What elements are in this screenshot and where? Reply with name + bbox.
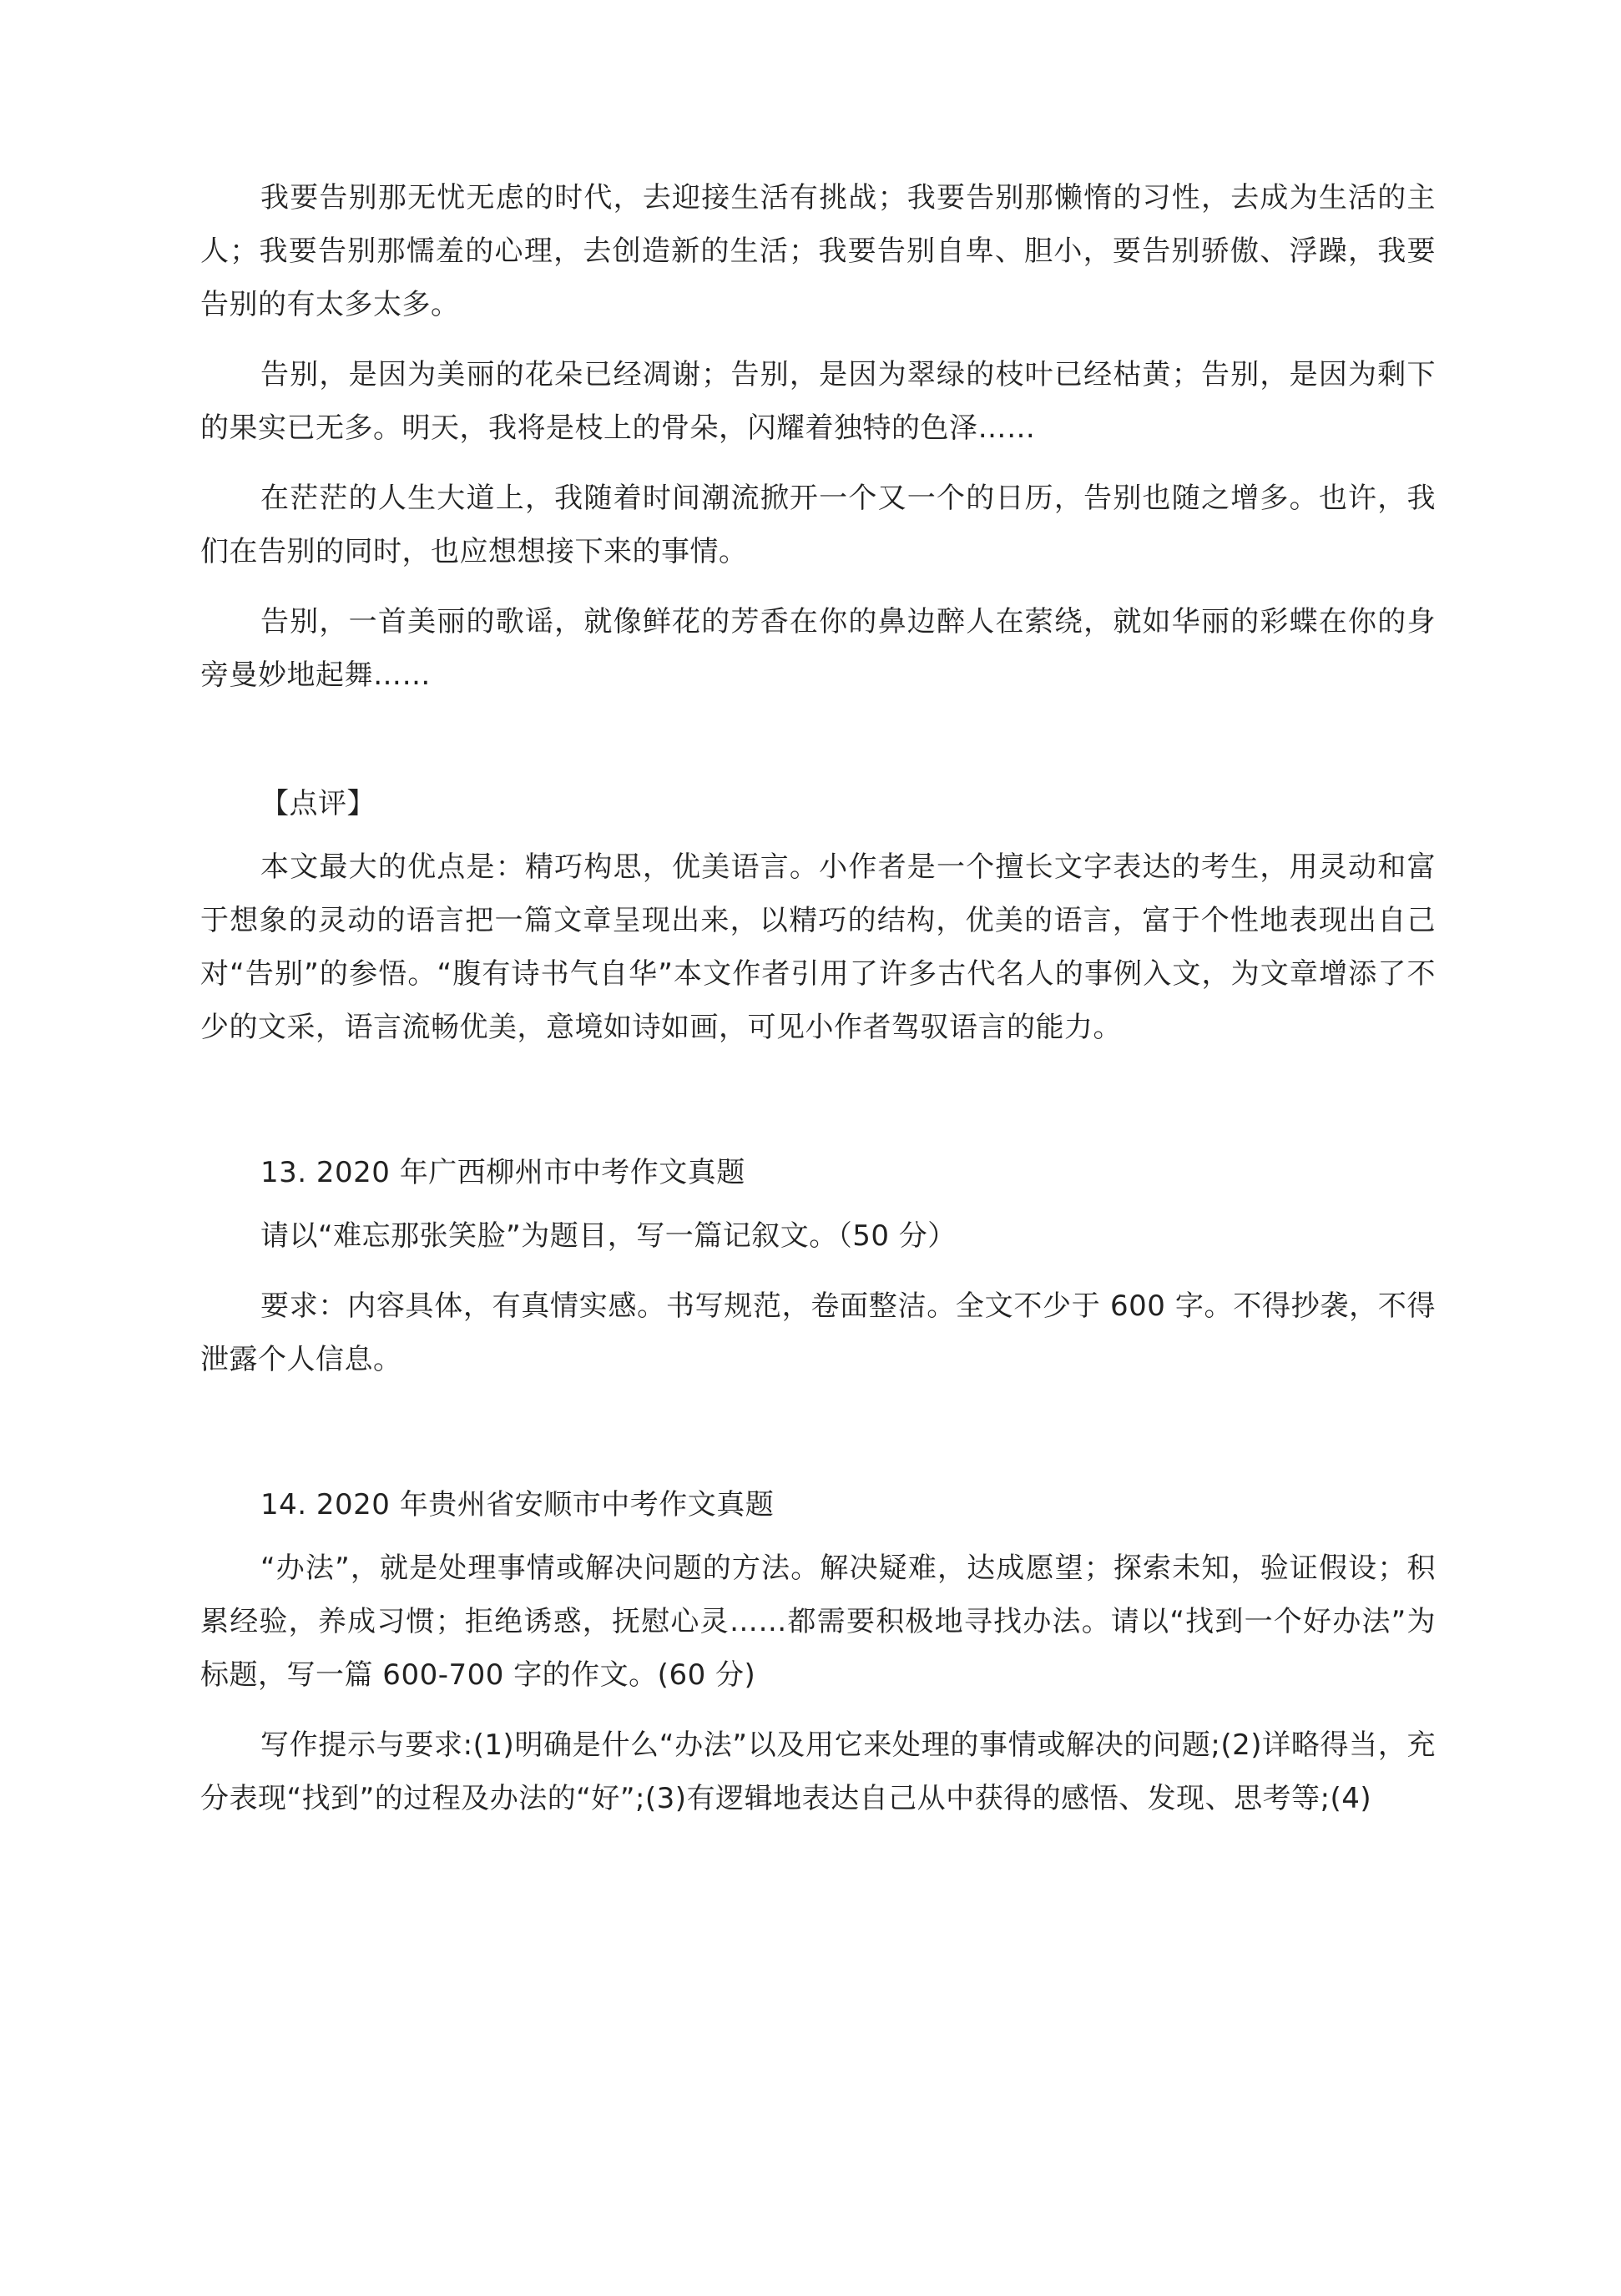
review-text: 本文最大的优点是：精巧构思，优美语言。小作者是一个擅长文字表达的考生，用灵动和富于想象的灵动的语言把一篇文章呈现出来，以精巧的结构，优美的语言，富于个性地表现出自己对“告别”的参悟。“腹有诗书气自华”本文作者引用了许多古代名人的事例入文，为文章增添了不少的文采，语言流畅优美，意境如诗如画，可见小作者驾驭语言的能力。 (200, 850, 1436, 1044)
question-14-requirements: 写作提示与要求:(1)明确是什么“办法”以及用它来处理的事情或解决的问题;(2)详略得当，充分表现“找到”的过程及办法的“好”;(3)有逻辑地表达自己从中获得的感悟、发现、思考等;(4) (200, 1728, 1436, 1815)
review-heading: 【点评】 (260, 787, 376, 820)
question-14-title: 14. 2020 年贵州省安顺市中考作文真题 (260, 1488, 775, 1521)
question-13-title: 13. 2020 年广西柳州市中考作文真题 (260, 1156, 745, 1189)
question-13-requirements: 要求：内容具体，有真情实感。书写规范，卷面整洁。全文不少于 600 字。不得抄袭，不得泄露个人信息。 (200, 1289, 1436, 1376)
question-14-prompt: “办法”，就是处理事情或解决问题的方法。解决疑难，达成愿望；探索未知，验证假设；积累经验，养成习惯；拒绝诱惑，抚慰心灵……都需要积极地寻找办法。请以“找到一个好办法”为标题，写一篇 600-700 字的作文。(60 分) (200, 1552, 1436, 1692)
essay-paragraph: 我要告别那无忧无虑的时代，去迎接生活有挑战；我要告别那懒惰的习性，去成为生活的主人；我要告别那懦羞的心理，去创造新的生活；我要告别自卑、胆小，要告别骄傲、浮躁，我要告别的有太多太多。 (200, 181, 1436, 321)
question-13-prompt: 请以“难忘那张笑脸”为题目，写一篇记叙文。（50 分） (260, 1219, 957, 1253)
essay-paragraph: 告别，是因为美丽的花朵已经凋谢；告别，是因为翠绿的枝叶已经枯黄；告别，是因为剩下的果实已无多。明天，我将是枝上的骨朵，闪耀着独特的色泽…… (200, 358, 1436, 445)
page-content (200, 171, 1436, 1842)
essay-paragraph: 告别，一首美丽的歌谣，就像鲜花的芳香在你的鼻边醉人在萦绕，就如华丽的彩蝶在你的身旁曼妙地起舞…… (200, 605, 1436, 692)
essay-paragraph: 在茫茫的人生大道上，我随着时间潮流掀开一个又一个的日历，告别也随之增多。也许，我们在告别的同时，也应想想接下来的事情。 (200, 482, 1436, 568)
